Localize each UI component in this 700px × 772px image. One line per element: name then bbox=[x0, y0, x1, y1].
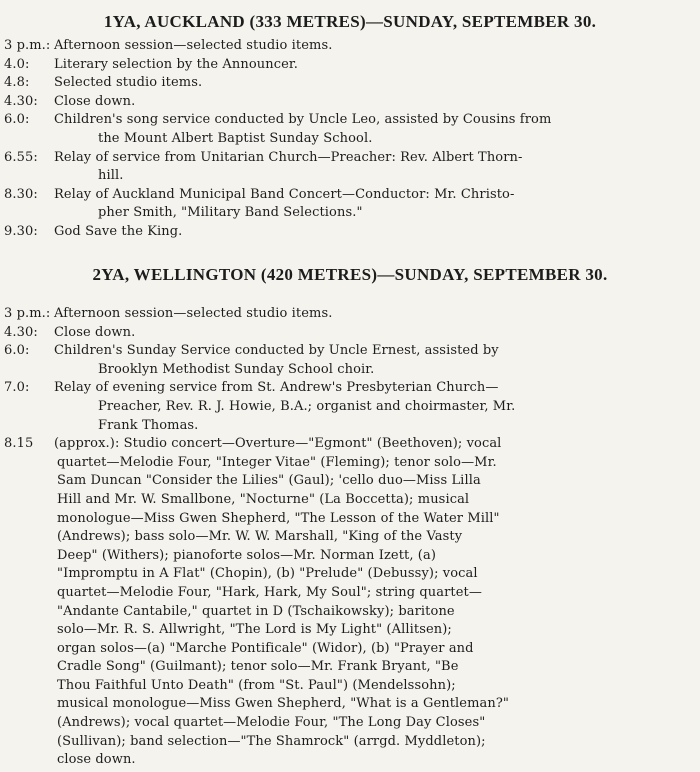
entry-time: 8.15 bbox=[4, 436, 34, 452]
program-entry bbox=[4, 149, 694, 168]
program-entry bbox=[4, 342, 694, 361]
concert-line: musical monologue—Miss Gwen Shepherd, "What is a Gentleman?" bbox=[57, 696, 509, 712]
entry-text: Afternoon session—selected studio items. bbox=[54, 306, 333, 321]
program-entry bbox=[4, 186, 694, 205]
entry-text: Close down. bbox=[54, 324, 136, 340]
entry-time: 4.8: bbox=[4, 75, 30, 91]
entry-continuation: the Mount Albert Baptist Sunday School. bbox=[98, 130, 373, 146]
concert-line: Hill and Mr. W. Smallbone, "Nocturne" (La Boccetta); musical bbox=[57, 491, 470, 507]
program-entry bbox=[4, 111, 694, 130]
entry-text: Afternoon session—selected studio items. bbox=[54, 38, 333, 53]
entry-time: 4.30: bbox=[4, 324, 38, 340]
entry-continuation: hill. bbox=[98, 168, 124, 184]
program-entry bbox=[4, 37, 694, 56]
entry-text: Relay of Auckland Municipal Band Concert—Conductor: Mr. Christo- bbox=[54, 186, 515, 202]
entry-text: Children's song service conducted by Uncle Leo, assisted by Cousins from bbox=[54, 112, 552, 128]
program-entry bbox=[4, 305, 694, 324]
concert-line: Deep" (Withers); pianoforte solos—Mr. Norman Izett, (a) bbox=[57, 547, 436, 563]
entry-continuation: Frank Thomas. bbox=[98, 417, 199, 433]
entry-time: 6.0: bbox=[4, 112, 30, 128]
concert-line: quartet—Melodie Four, "Hark, Hark, My Soul"; string quartet— bbox=[57, 584, 482, 600]
concert-line: (Andrews); vocal quartet—Melodie Four, "The Long Day Closes" bbox=[57, 715, 486, 731]
entry-time: 7.0: bbox=[4, 380, 30, 396]
concert-line: quartet—Melodie Four, "Integer Vitae" (Fleming); tenor solo—Mr. bbox=[57, 454, 497, 470]
program-entry bbox=[4, 435, 694, 454]
entry-text: Relay of service from Unitarian Church—Preacher: Rev. Albert Thorn- bbox=[54, 149, 523, 165]
entry-time: 6.0: bbox=[4, 343, 30, 359]
entry-time: 6.55: bbox=[4, 149, 38, 165]
entry-time: 3 p.m.: bbox=[4, 306, 51, 321]
concert-line: close down. bbox=[57, 752, 136, 768]
concert-line: (Andrews); bass solo—Mr. W. W. Marshall, "King of the Vasty bbox=[57, 529, 463, 545]
concert-line: "Andante Cantabile," quartet in D (Tschaikowsky); baritone bbox=[57, 603, 455, 619]
entry-text: Children's Sunday Service conducted by Uncle Ernest, assisted by bbox=[54, 343, 499, 359]
program-entry bbox=[4, 56, 694, 75]
concert-line: Thou Faithful Unto Death" (from "St. Paul") (Mendelssohn); bbox=[57, 677, 456, 693]
entry-text: God Save the King. bbox=[54, 223, 183, 239]
program-entry bbox=[4, 324, 694, 343]
program-list-2ya bbox=[4, 305, 694, 770]
concert-line: "Impromptu in A Flat" (Chopin), (b) "Prelude" (Debussy); vocal bbox=[57, 566, 478, 582]
entry-text: Literary selection by the Announcer. bbox=[54, 56, 298, 72]
section-heading-2ya: 2YA, WELLINGTON (420 METRES)—SUNDAY, SEPTEMBER 30. bbox=[92, 265, 608, 284]
entry-time: 4.30: bbox=[4, 93, 38, 109]
entry-text: Selected studio items. bbox=[54, 75, 203, 91]
program-entry bbox=[4, 93, 694, 112]
section-heading-1ya: 1YA, AUCKLAND (333 METRES)—SUNDAY, SEPTEMBER 30. bbox=[103, 12, 597, 31]
program-entry bbox=[4, 379, 694, 398]
entry-text: Close down. bbox=[54, 93, 136, 109]
entry-time: 9.30: bbox=[4, 223, 38, 239]
concert-line: (Sullivan); band selection—"The Shamrock" (arrgd. Myddleton); bbox=[57, 733, 486, 749]
entry-continuation: Preacher, Rev. R. J. Howie, B.A.; organist and choirmaster, Mr. bbox=[98, 398, 516, 414]
entry-text: Relay of evening service from St. Andrew's Presbyterian Church— bbox=[54, 380, 499, 396]
program-entry bbox=[4, 74, 694, 93]
concert-line: Cradle Song" (Guilmant); tenor solo—Mr. Frank Bryant, "Be bbox=[57, 659, 459, 675]
concert-line: organ solos—(a) "Marche Pontificale" (Widor), (b) "Prayer and bbox=[57, 640, 474, 656]
entry-time: 8.30: bbox=[4, 186, 38, 202]
entry-time: 3 p.m.: bbox=[4, 38, 51, 53]
program-list-1ya bbox=[4, 37, 694, 242]
entry-time: 4.0: bbox=[4, 56, 30, 72]
concert-line: solo—Mr. R. S. Allwright, "The Lord is My Light" (Allitsen); bbox=[57, 622, 452, 638]
entry-text: (approx.): Studio concert—Overture—"Egmont" (Beethoven); vocal bbox=[54, 436, 502, 452]
entry-continuation: pher Smith, "Military Band Selections." bbox=[98, 205, 363, 221]
concert-line: Sam Duncan "Consider the Lilies" (Gaul); 'cello duo—Miss Lilla bbox=[57, 473, 481, 489]
program-entry bbox=[4, 223, 694, 242]
concert-line: monologue—Miss Gwen Shepherd, "The Lesson of the Water Mill" bbox=[57, 510, 500, 526]
entry-continuation: Brooklyn Methodist Sunday School choir. bbox=[98, 361, 375, 377]
